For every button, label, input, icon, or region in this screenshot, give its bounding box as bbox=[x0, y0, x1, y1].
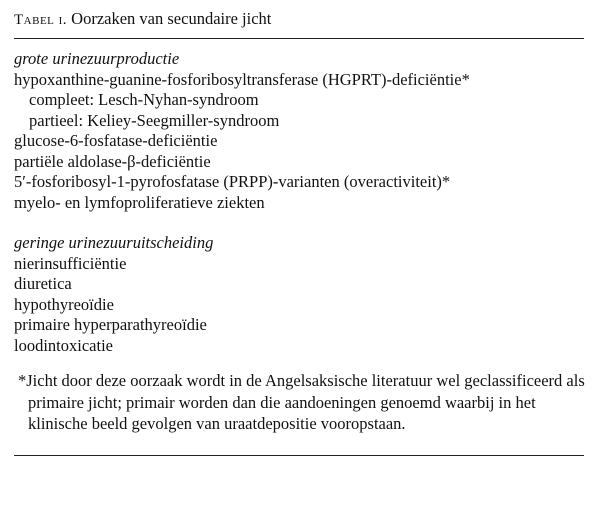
section-heading: geringe urinezuuruitscheiding bbox=[14, 233, 214, 252]
bottom-rule bbox=[14, 455, 584, 456]
list-item: partieel: Keliey-Seegmiller-syndroom bbox=[29, 110, 280, 130]
table-container bbox=[14, 8, 584, 456]
table-label: Tabel i. bbox=[14, 12, 68, 28]
section-excretion bbox=[14, 233, 584, 356]
list-item: hypoxanthine-guanine-fosforibosyltransferase (HGPRT)-deficiëntie* bbox=[14, 69, 470, 89]
list-item: primaire hyperparathyreoïdie bbox=[14, 315, 207, 334]
list-item: partiële aldolase-β-deficiëntie bbox=[14, 151, 211, 171]
list-item: loodintoxicatie bbox=[14, 335, 113, 355]
table-body bbox=[14, 39, 584, 435]
list-item: diuretica bbox=[14, 274, 72, 293]
section-production bbox=[14, 49, 584, 213]
table-title: Oorzaken van secundaire jicht bbox=[71, 9, 272, 28]
list-item: 5′-fosforibosyl-1-pyrofosfatase (PRPP)-varianten (overactiviteit)* bbox=[14, 172, 451, 191]
list-item: myelo- en lymfoproliferatieve ziekten bbox=[14, 192, 265, 212]
list-item: hypothyreoïdie bbox=[14, 294, 114, 314]
section-heading: grote urinezuurproductie bbox=[14, 49, 180, 68]
list-item: compleet: Lesch-Nyhan-syndroom bbox=[29, 90, 259, 109]
table-caption bbox=[14, 8, 584, 36]
list-item: nierinsufficiëntie bbox=[14, 253, 127, 273]
section-gap bbox=[14, 213, 584, 233]
list-item: glucose-6-fosfatase-deficiëntie bbox=[14, 131, 218, 150]
table-footnote: *Jicht door deze oorzaak wordt in de Angelsaksische literatuur wel geclassificeerd als primaire jicht; primair worden dan die aandoeningen genoemd waarbij in het klinische beeld gevolgen van uraatdepositie vooropstaan. bbox=[18, 371, 585, 433]
